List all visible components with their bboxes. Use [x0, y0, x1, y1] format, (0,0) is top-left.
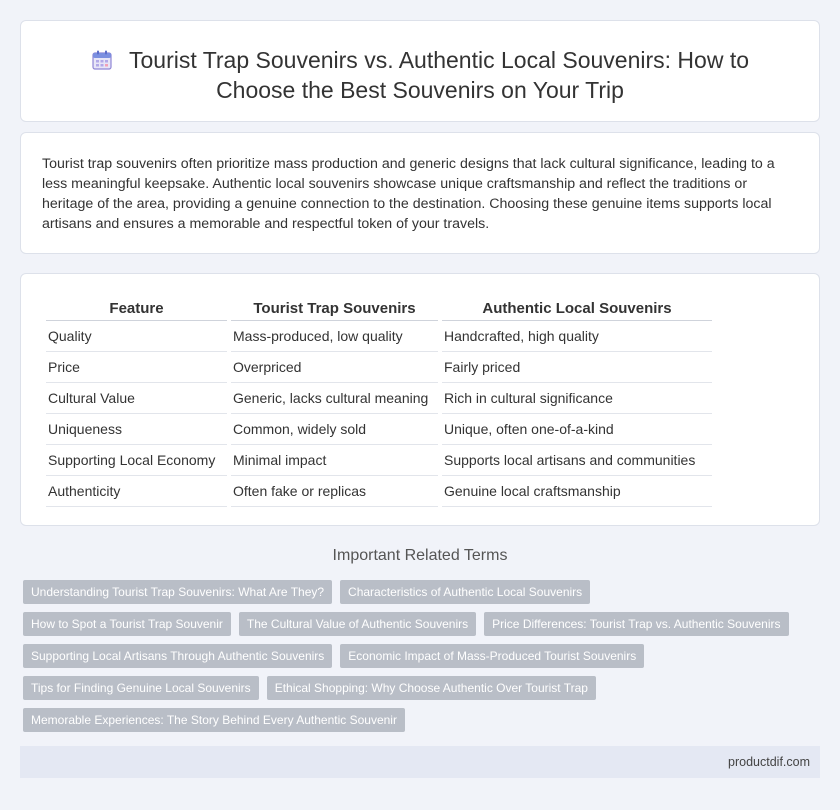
table-row	[46, 476, 712, 507]
related-term-tag[interactable]: Price Differences: Tourist Trap vs. Authentic Souvenirs	[484, 612, 788, 636]
table-row	[46, 414, 712, 445]
table-cell: Overpriced	[231, 352, 438, 383]
table-cell: Supporting Local Economy	[46, 445, 227, 476]
column-header: Tourist Trap Souvenirs	[231, 297, 438, 321]
table-cell: Often fake or replicas	[231, 476, 438, 507]
page-title-text: Tourist Trap Souvenirs vs. Authentic Local Souvenirs: How to Choose the Best Souvenirs on Your Trip	[128, 47, 750, 103]
related-term-tag[interactable]: Economic Impact of Mass-Produced Tourist Souvenirs	[340, 644, 644, 668]
column-header: Feature	[46, 297, 227, 321]
table-cell: Quality	[46, 321, 227, 352]
footer-site-link[interactable]: productdif.com	[728, 755, 810, 769]
calendar-icon	[91, 49, 113, 71]
table-cell: Unique, often one-of-a-kind	[442, 414, 712, 445]
related-term-tag[interactable]: Ethical Shopping: Why Choose Authentic Over Tourist Trap	[267, 676, 596, 700]
table-cell: Rich in cultural significance	[442, 383, 712, 414]
comparison-table	[42, 297, 716, 507]
comparison-table-card	[20, 273, 820, 526]
related-terms-heading: Important Related Terms	[332, 547, 508, 564]
intro-paragraph: Tourist trap souvenirs often prioritize mass production and generic designs that lack cultural significance, leading to a less meaningful keepsake. Authentic local souvenirs showcase unique craftsmanship and reflect the traditions or heritage of the area, providing a genuine connection to the destination. Choosing these genuine items supports local artisans and ensures a memorable and respectful token of your travels.	[42, 156, 775, 232]
table-cell: Cultural Value	[46, 383, 227, 414]
table-cell: Minimal impact	[231, 445, 438, 476]
table-row	[46, 352, 712, 383]
related-term-tag[interactable]: The Cultural Value of Authentic Souvenirs	[239, 612, 476, 636]
table-row	[46, 383, 712, 414]
column-header: Authentic Local Souvenirs	[442, 297, 712, 321]
related-term-tag[interactable]: Memorable Experiences: The Story Behind Every Authentic Souvenir	[23, 708, 405, 732]
page-title	[61, 45, 779, 105]
related-terms-list	[23, 580, 813, 740]
table-cell: Uniqueness	[46, 414, 227, 445]
table-cell: Fairly priced	[442, 352, 712, 383]
table-cell: Supports local artisans and communities	[442, 445, 712, 476]
header-card	[20, 20, 820, 122]
footer	[20, 746, 820, 778]
table-row	[46, 445, 712, 476]
table-cell: Price	[46, 352, 227, 383]
table-cell: Handcrafted, high quality	[442, 321, 712, 352]
table-row	[46, 321, 712, 352]
table-cell: Authenticity	[46, 476, 227, 507]
related-term-tag[interactable]: Tips for Finding Genuine Local Souvenirs	[23, 676, 259, 700]
table-cell: Generic, lacks cultural meaning	[231, 383, 438, 414]
intro-card	[20, 132, 820, 254]
table-cell: Mass-produced, low quality	[231, 321, 438, 352]
related-term-tag[interactable]: Understanding Tourist Trap Souvenirs: What Are They?	[23, 580, 332, 604]
table-header-row	[46, 297, 712, 321]
related-term-tag[interactable]: How to Spot a Tourist Trap Souvenir	[23, 612, 231, 636]
related-term-tag[interactable]: Supporting Local Artisans Through Authentic Souvenirs	[23, 644, 332, 668]
table-cell: Genuine local craftsmanship	[442, 476, 712, 507]
related-term-tag[interactable]: Characteristics of Authentic Local Souvenirs	[340, 580, 590, 604]
table-cell: Common, widely sold	[231, 414, 438, 445]
